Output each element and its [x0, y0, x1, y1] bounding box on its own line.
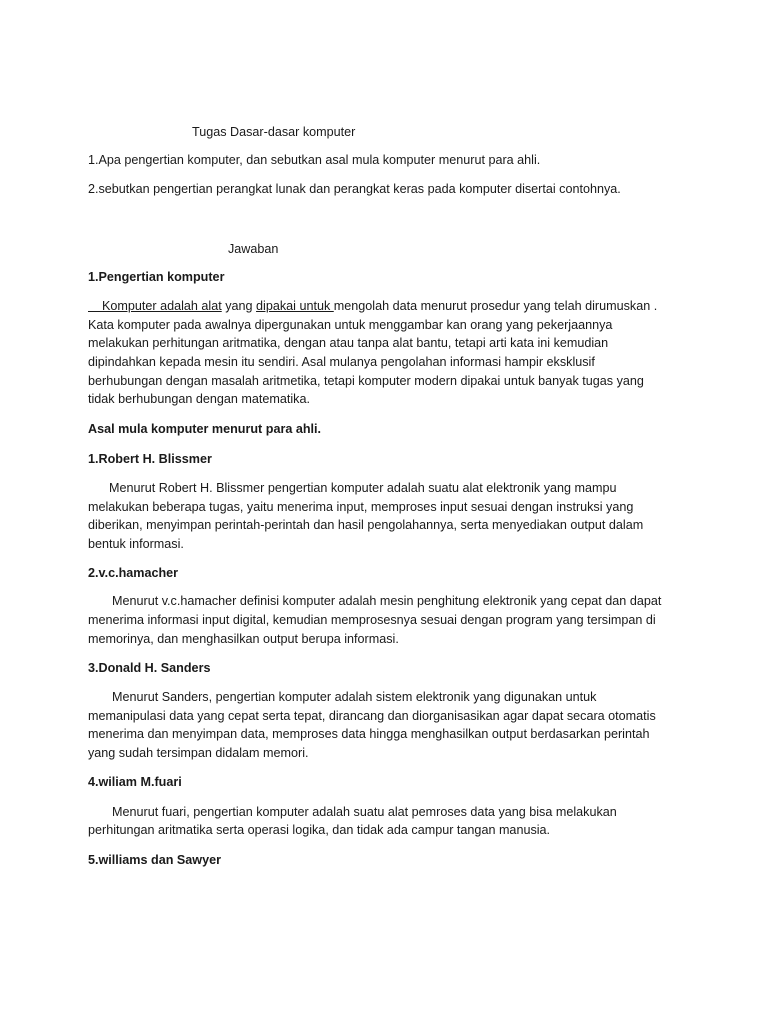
expert-paragraph-line: Menurut fuari, pengertian komputer adalah suatu alat pemroses data yang bisa melakukan: [112, 805, 617, 819]
paragraph-1-line: dipindahkan kepada mesin itu sendiri. Asal mulanya pengolahan informasi hampir eksklusif: [88, 355, 595, 369]
underlined-text: dipakai untuk: [256, 299, 334, 313]
question-2: 2.sebutkan pengertian perangkat lunak dan perangkat keras pada komputer disertai contohnya.: [88, 182, 621, 196]
expert-paragraph-line: menerima informasi input digital, kemudian memprosesnya sesuai dengan program yang tersimpan di: [88, 613, 656, 627]
expert-paragraph-line: melakukan beberapa tugas, yaitu menerima input, memproses input sesuai dengan instruksi yang: [88, 500, 634, 514]
expert-paragraph-line: Menurut Sanders, pengertian komputer adalah sistem elektronik yang digunakan untuk: [112, 690, 597, 704]
expert-paragraph-line: Menurut Robert H. Blissmer pengertian komputer adalah suatu alat elektronik yang mampu: [109, 481, 617, 495]
expert-heading: 3.Donald H. Sanders: [88, 661, 211, 675]
paragraph-1-line: tidak berhubungan dengan matematika.: [88, 392, 310, 406]
plain-text: yang: [221, 299, 257, 313]
paragraph-1-line: melakukan perhitungan aritmatika, dengan atau tanpa alat bantu, tetapi arti kata ini kemudian: [88, 336, 609, 350]
expert-paragraph-line: perhitungan aritmatika serta operasi logika, dan tidak ada campur tangan manusia.: [88, 823, 551, 837]
section-heading-pengertian: 1.Pengertian komputer: [88, 270, 225, 284]
expert-paragraph-line: bentuk informasi.: [88, 537, 184, 551]
question-1: 1.Apa pengertian komputer, dan sebutkan asal mula komputer menurut para ahli.: [88, 153, 541, 167]
expert-heading: 1.Robert H. Blissmer: [88, 452, 212, 466]
expert-paragraph-line: diberikan, menyimpan perintah-perintah dan hasil pengolahannya, serta menyediakan output dalam: [88, 518, 644, 532]
underlined-text: Komputer adalah alat: [102, 299, 222, 313]
paragraph-1-line: berhubungan dengan masalah aritmetika, tetapi komputer modern dipakai untuk banyak tugas yang: [88, 374, 644, 388]
expert-paragraph-line: menerima dan menyimpan data, memproses data hingga menghasilkan output berdasarkan perintah: [88, 727, 650, 741]
expert-paragraph-line: yang sudah tersimpan didalam memori.: [88, 746, 309, 760]
origin-heading: Asal mula komputer menurut para ahli.: [88, 422, 322, 436]
expert-paragraph-line: memorinya, dan menghasilkan output berupa informasi.: [88, 632, 399, 646]
expert-paragraph-line: memanipulasi data yang cepat serta tepat, dirancang dan diorganisasikan agar dapat secara otomatis: [88, 709, 656, 723]
expert-heading: 4.wiliam M.fuari: [88, 775, 182, 789]
document-title: Tugas Dasar-dasar komputer: [192, 125, 356, 139]
answer-heading: Jawaban: [228, 242, 279, 256]
expert-heading: 2.v.c.hamacher: [88, 566, 179, 580]
paragraph-1-first-line: [88, 297, 657, 315]
paragraph-1-line: Kata komputer pada awalnya dipergunakan untuk menggambar kan orang yang pekerjaannya: [88, 318, 613, 332]
expert-heading: 5.williams dan Sawyer: [88, 853, 221, 867]
plain-text: mengolah data menurut prosedur yang telah dirumuskan .: [333, 299, 658, 313]
expert-paragraph-line: Menurut v.c.hamacher definisi komputer adalah mesin penghitung elektronik yang cepat dan dapat: [112, 594, 662, 608]
